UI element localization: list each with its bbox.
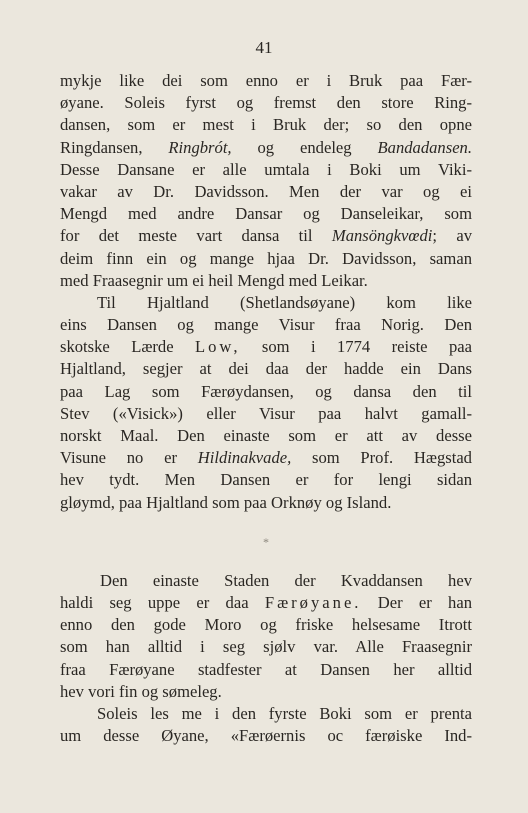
text-line: norskt Maal. Den einaste som er att av desse	[60, 426, 472, 445]
italic-title: Bandadansen.	[377, 137, 472, 157]
text-line: eins Dansen og mange Visur fraa Norig. Den	[60, 315, 472, 335]
text-run: haldi seg uppe er daa	[60, 592, 265, 612]
text-run: for det meste vart dansa til	[60, 226, 332, 246]
page-body	[60, 70, 472, 747]
text-line: Til Hjaltland (Shetlandsøyane) kom like	[97, 292, 472, 312]
text-line: Desse Dansane er alle umtala i Boki um Viki-	[60, 159, 472, 179]
text-line: Stev («Visick») eller Visur paa halvt gamall-	[60, 403, 472, 423]
text-line: øyane. Soleis fyrst og fremst den store Ring-	[60, 93, 472, 113]
text-line: hev vori fin og sømeleg.	[60, 681, 222, 701]
text-line: Den einaste Staden der Kvaddansen hev	[100, 570, 472, 590]
text-run: skotske Lærde	[60, 337, 195, 357]
text-line: Soleis les me i den fyrste Boki som er prenta	[97, 703, 472, 723]
text-run: Visune no er	[60, 448, 198, 468]
text-line	[60, 592, 472, 614]
paragraph-2	[60, 292, 472, 514]
text-line	[60, 447, 472, 469]
paragraph-1	[60, 70, 472, 292]
spaced-name: Low,	[195, 337, 241, 357]
text-line	[60, 137, 472, 159]
text-run: Der er han	[361, 592, 473, 612]
text-line: Mengd med andre Dansar og Danseleikar, som	[60, 204, 472, 224]
text-line: gløymd, paa Hjaltland som paa Orknøy og Island.	[60, 492, 392, 512]
paragraph-4	[60, 703, 472, 747]
spaced-name: Færøyane.	[264, 592, 362, 612]
text-line: mykje like dei som enno er i Bruk paa Fær-	[60, 71, 472, 90]
text-line	[60, 336, 472, 358]
text-line: dansen, som er mest i Bruk der; so den opne	[60, 115, 472, 135]
paragraph-3	[60, 570, 472, 703]
section-separator: *	[263, 534, 269, 549]
text-line: med Fraasegnir um ei heil Mengd med Leikar.	[60, 270, 368, 290]
text-line: vakar av Dr. Davidsson. Men der var og ei	[60, 181, 472, 201]
text-line: fraa Færøyane stadfester at Dansen her alltid	[60, 659, 472, 679]
text-run: som i 1774 reiste paa	[240, 337, 472, 357]
page-number: 41	[255, 38, 273, 57]
text-line	[60, 225, 472, 247]
text-line: deim finn ein og mange hjaa Dr. Davidsson, saman	[60, 248, 472, 268]
text-line: hev tydt. Men Dansen er for lengi sidan	[60, 470, 472, 490]
text-line: som han alltid i seg sjølv var. Alle Fraasegnir	[60, 637, 472, 657]
text-line: paa Lag som Færøydansen, og dansa den til	[60, 381, 472, 401]
italic-title: Hildinakvade,	[197, 448, 292, 468]
italic-title: Ringbrót,	[168, 137, 232, 157]
text-line: enno den gode Moro og friske helsesame Itrott	[60, 615, 472, 635]
text-run: Ringdansen,	[60, 137, 169, 157]
text-line: um desse Øyane, «Færøernis oc færøiske Ind-	[60, 726, 472, 746]
text-run: som Prof. Hægstad	[291, 448, 472, 468]
italic-title: Mansöngkvœdi	[331, 226, 433, 246]
text-run: ; av	[432, 226, 472, 246]
text-run: og endeleg	[231, 137, 378, 157]
text-line: Hjaltland, segjer at dei daa der hadde ein Dans	[60, 359, 472, 379]
